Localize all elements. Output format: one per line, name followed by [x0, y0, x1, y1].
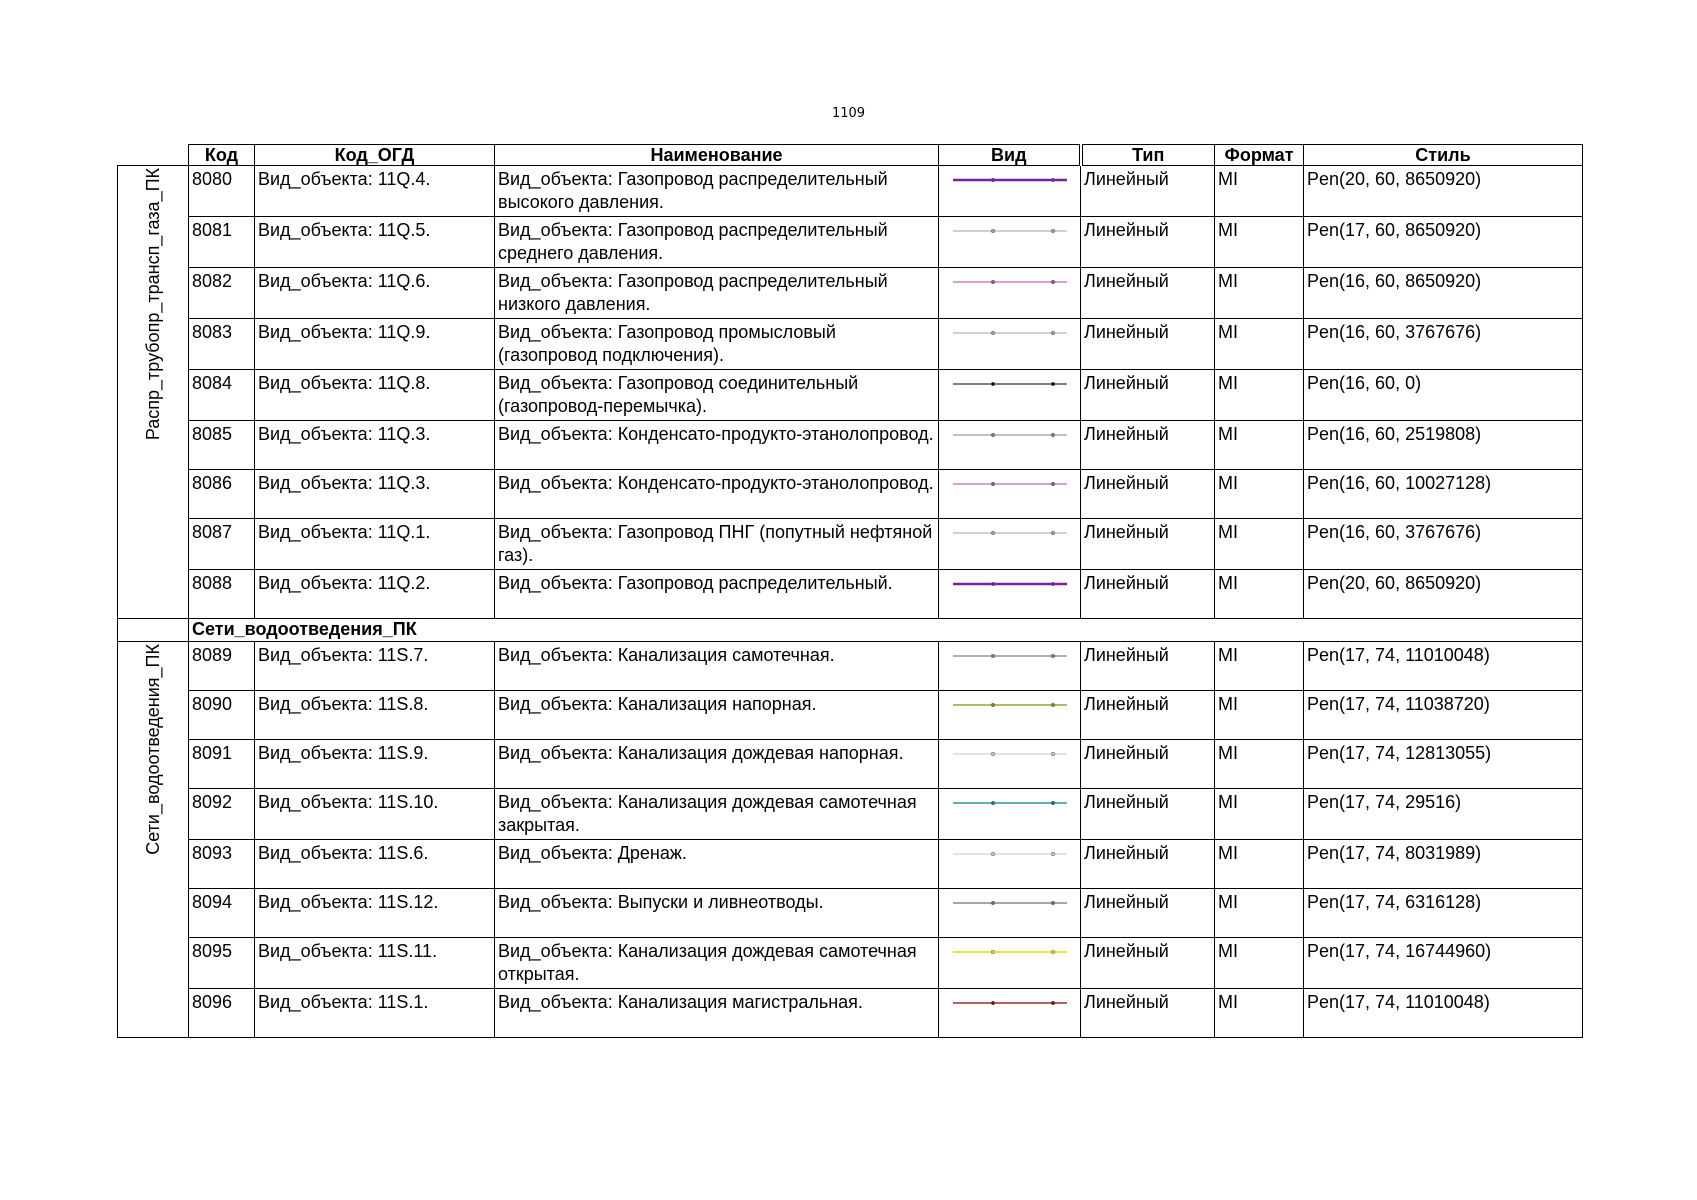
type-cell: Линейный — [1081, 470, 1215, 519]
format-cell: MI — [1215, 166, 1304, 217]
table-row — [118, 268, 1583, 319]
line-style-sample — [949, 521, 1071, 545]
header-blank — [118, 145, 189, 166]
legend-table — [117, 144, 1583, 1038]
code-cell: 8080 — [189, 166, 255, 217]
view-cell — [939, 421, 1081, 470]
style-text-cell: Pen(17, 74, 8031989) — [1304, 840, 1583, 889]
line-sample-marker — [1051, 752, 1055, 756]
group-label-cell — [118, 166, 189, 619]
view-cell — [939, 840, 1081, 889]
table-row — [118, 166, 1583, 217]
style-text-cell: Pen(17, 74, 11010048) — [1304, 989, 1583, 1038]
type-cell: Линейный — [1081, 166, 1215, 217]
format-cell: MI — [1215, 691, 1304, 740]
section-title: Сети_водоотведения_ПК — [189, 619, 1583, 642]
line-style-sample — [949, 472, 1071, 496]
type-cell: Линейный — [1081, 519, 1215, 570]
section-spacer — [118, 619, 189, 642]
line-sample-marker — [1051, 531, 1055, 535]
line-sample-marker — [991, 482, 995, 486]
table-row — [118, 989, 1583, 1038]
code-cell: 8087 — [189, 519, 255, 570]
group-label: Распр_трубопр_трансп_газа_ПК — [143, 168, 163, 441]
line-style-sample — [949, 791, 1071, 815]
type-cell: Линейный — [1081, 570, 1215, 619]
line-sample-marker — [1051, 433, 1055, 437]
line-style-sample — [949, 321, 1071, 345]
section-row — [118, 619, 1583, 642]
code-cell: 8082 — [189, 268, 255, 319]
table-row — [118, 642, 1583, 691]
line-sample-marker — [1051, 229, 1055, 233]
line-sample-marker — [1051, 482, 1055, 486]
name-cell: Вид_объекта: Газопровод распределительный. — [495, 570, 939, 619]
name-cell: Вид_объекта: Выпуски и ливнеотводы. — [495, 889, 939, 938]
code-cell: 8092 — [189, 789, 255, 840]
format-cell: MI — [1215, 889, 1304, 938]
line-sample-marker — [991, 382, 995, 386]
table-row — [118, 217, 1583, 268]
line-sample-marker — [1051, 178, 1055, 182]
name-cell: Вид_объекта: Канализация самотечная. — [495, 642, 939, 691]
format-cell: MI — [1215, 370, 1304, 421]
name-cell: Вид_объекта: Газопровод ПНГ (попутный нефтяной газ). — [495, 519, 939, 570]
name-cell: Вид_объекта: Канализация дождевая напорная. — [495, 740, 939, 789]
name-cell: Вид_объекта: Конденсато-продукто-этанолопровод. — [495, 421, 939, 470]
type-cell: Линейный — [1081, 740, 1215, 789]
ogd-cell: Вид_объекта: 11Q.5. — [255, 217, 495, 268]
name-cell: Вид_объекта: Канализация дождевая самотечная открытая. — [495, 938, 939, 989]
line-sample-marker — [1051, 382, 1055, 386]
view-cell — [939, 789, 1081, 840]
style-text-cell: Pen(16, 60, 2519808) — [1304, 421, 1583, 470]
table-row — [118, 319, 1583, 370]
format-cell: MI — [1215, 789, 1304, 840]
header-format: Формат — [1215, 145, 1304, 166]
line-style-sample — [949, 742, 1071, 766]
table-row — [118, 789, 1583, 840]
header-view: Вид — [939, 145, 1081, 166]
name-cell: Вид_объекта: Газопровод промысловый (газопровод подключения). — [495, 319, 939, 370]
format-cell: MI — [1215, 319, 1304, 370]
name-cell: Вид_объекта: Газопровод распределительный среднего давления. — [495, 217, 939, 268]
table-row — [118, 470, 1583, 519]
line-sample-marker — [1051, 852, 1055, 856]
ogd-cell: Вид_объекта: 11S.8. — [255, 691, 495, 740]
line-style-sample — [949, 891, 1071, 915]
name-cell: Вид_объекта: Канализация напорная. — [495, 691, 939, 740]
line-style-sample — [949, 572, 1071, 596]
ogd-cell: Вид_объекта: 11Q.8. — [255, 370, 495, 421]
format-cell: MI — [1215, 217, 1304, 268]
line-style-sample — [949, 168, 1071, 192]
style-text-cell: Pen(17, 74, 16744960) — [1304, 938, 1583, 989]
name-cell: Вид_объекта: Канализация магистральная. — [495, 989, 939, 1038]
view-cell — [939, 166, 1081, 217]
type-cell: Линейный — [1081, 642, 1215, 691]
ogd-cell: Вид_объекта: 11S.6. — [255, 840, 495, 889]
style-text-cell: Pen(16, 60, 3767676) — [1304, 519, 1583, 570]
style-text-cell: Pen(20, 60, 8650920) — [1304, 570, 1583, 619]
line-style-sample — [949, 372, 1071, 396]
code-cell: 8096 — [189, 989, 255, 1038]
line-style-sample — [949, 940, 1071, 964]
name-cell: Вид_объекта: Канализация дождевая самотечная закрытая. — [495, 789, 939, 840]
code-cell: 8086 — [189, 470, 255, 519]
format-cell: MI — [1215, 268, 1304, 319]
ogd-cell: Вид_объекта: 11Q.3. — [255, 421, 495, 470]
code-cell: 8083 — [189, 319, 255, 370]
line-sample-marker — [1051, 703, 1055, 707]
style-text-cell: Pen(16, 60, 10027128) — [1304, 470, 1583, 519]
type-cell: Линейный — [1081, 789, 1215, 840]
line-sample-marker — [1051, 654, 1055, 658]
format-cell: MI — [1215, 421, 1304, 470]
code-cell: 8090 — [189, 691, 255, 740]
ogd-cell: Вид_объекта: 11Q.2. — [255, 570, 495, 619]
table-body — [118, 166, 1583, 1038]
line-style-sample — [949, 423, 1071, 447]
ogd-cell: Вид_объекта: 11Q.6. — [255, 268, 495, 319]
view-cell — [939, 570, 1081, 619]
table-row — [118, 570, 1583, 619]
format-cell: MI — [1215, 840, 1304, 889]
type-cell: Линейный — [1081, 268, 1215, 319]
view-cell — [939, 217, 1081, 268]
view-cell — [939, 268, 1081, 319]
line-sample-marker — [1051, 801, 1055, 805]
view-cell — [939, 938, 1081, 989]
header-type: Тип — [1081, 145, 1215, 166]
name-cell: Вид_объекта: Газопровод распределительный высокого давления. — [495, 166, 939, 217]
line-sample-marker — [991, 801, 995, 805]
ogd-cell: Вид_объекта: 11Q.9. — [255, 319, 495, 370]
line-sample-marker — [991, 280, 995, 284]
line-sample-marker — [991, 852, 995, 856]
line-style-sample — [949, 644, 1071, 668]
style-text-cell: Pen(17, 60, 8650920) — [1304, 217, 1583, 268]
table-row — [118, 938, 1583, 989]
view-cell — [939, 740, 1081, 789]
view-cell — [939, 519, 1081, 570]
format-cell: MI — [1215, 938, 1304, 989]
line-sample-marker — [991, 901, 995, 905]
line-sample-marker — [991, 654, 995, 658]
line-style-sample — [949, 991, 1071, 1015]
type-cell: Линейный — [1081, 370, 1215, 421]
table-row — [118, 889, 1583, 938]
line-sample-marker — [991, 752, 995, 756]
ogd-cell: Вид_объекта: 11Q.3. — [255, 470, 495, 519]
style-text-cell: Pen(16, 60, 0) — [1304, 370, 1583, 421]
group-label-cell — [118, 642, 189, 1038]
type-cell: Линейный — [1081, 319, 1215, 370]
ogd-cell: Вид_объекта: 11S.7. — [255, 642, 495, 691]
line-sample-marker — [991, 1001, 995, 1005]
type-cell: Линейный — [1081, 889, 1215, 938]
line-style-sample — [949, 219, 1071, 243]
code-cell: 8093 — [189, 840, 255, 889]
format-cell: MI — [1215, 989, 1304, 1038]
code-cell: 8091 — [189, 740, 255, 789]
header-name: Наименование — [495, 145, 939, 166]
style-text-cell: Pen(17, 74, 11038720) — [1304, 691, 1583, 740]
line-sample-marker — [1051, 901, 1055, 905]
line-sample-marker — [991, 331, 995, 335]
line-sample-marker — [991, 229, 995, 233]
name-cell: Вид_объекта: Дренаж. — [495, 840, 939, 889]
group-label: Сети_водоотведения_ПК — [143, 644, 163, 855]
table-row — [118, 519, 1583, 570]
ogd-cell: Вид_объекта: 11S.9. — [255, 740, 495, 789]
code-cell: 8088 — [189, 570, 255, 619]
type-cell: Линейный — [1081, 938, 1215, 989]
code-cell: 8094 — [189, 889, 255, 938]
line-sample-marker — [991, 582, 995, 586]
code-cell: 8085 — [189, 421, 255, 470]
view-cell — [939, 642, 1081, 691]
page-number: 1109 — [831, 106, 866, 121]
style-text-cell: Pen(16, 60, 8650920) — [1304, 268, 1583, 319]
line-sample-marker — [1051, 280, 1055, 284]
name-cell: Вид_объекта: Газопровод распределительный низкого давления. — [495, 268, 939, 319]
line-sample-marker — [1051, 1001, 1055, 1005]
ogd-cell: Вид_объекта: 11S.1. — [255, 989, 495, 1038]
code-cell: 8095 — [189, 938, 255, 989]
line-style-sample — [949, 842, 1071, 866]
line-sample-marker — [991, 433, 995, 437]
table-row — [118, 370, 1583, 421]
style-text-cell: Pen(17, 74, 6316128) — [1304, 889, 1583, 938]
code-cell: 8081 — [189, 217, 255, 268]
code-cell: 8089 — [189, 642, 255, 691]
type-cell: Линейный — [1081, 691, 1215, 740]
header-ogd: Код_ОГД — [255, 145, 495, 166]
style-text-cell: Pen(20, 60, 8650920) — [1304, 166, 1583, 217]
type-cell: Линейный — [1081, 989, 1215, 1038]
code-cell: 8084 — [189, 370, 255, 421]
type-cell: Линейный — [1081, 217, 1215, 268]
view-cell — [939, 370, 1081, 421]
view-cell — [939, 889, 1081, 938]
header-code: Код — [189, 145, 255, 166]
line-sample-marker — [991, 950, 995, 954]
style-text-cell: Pen(17, 74, 11010048) — [1304, 642, 1583, 691]
line-style-sample — [949, 693, 1071, 717]
table-row — [118, 691, 1583, 740]
style-text-cell: Pen(16, 60, 3767676) — [1304, 319, 1583, 370]
header-row — [118, 145, 1583, 166]
format-cell: MI — [1215, 570, 1304, 619]
format-cell: MI — [1215, 470, 1304, 519]
format-cell: MI — [1215, 642, 1304, 691]
format-cell: MI — [1215, 519, 1304, 570]
view-cell — [939, 989, 1081, 1038]
name-cell: Вид_объекта: Конденсато-продукто-этанолопровод. — [495, 470, 939, 519]
format-cell: MI — [1215, 740, 1304, 789]
line-sample-marker — [1051, 331, 1055, 335]
ogd-cell: Вид_объекта: 11Q.4. — [255, 166, 495, 217]
type-cell: Линейный — [1081, 421, 1215, 470]
table-row — [118, 740, 1583, 789]
line-sample-marker — [991, 531, 995, 535]
line-sample-marker — [991, 178, 995, 182]
table-row — [118, 421, 1583, 470]
line-sample-marker — [1051, 582, 1055, 586]
header-style: Стиль — [1304, 145, 1583, 166]
table-row — [118, 840, 1583, 889]
name-cell: Вид_объекта: Газопровод соединительный (газопровод-перемычка). — [495, 370, 939, 421]
ogd-cell: Вид_объекта: 11S.11. — [255, 938, 495, 989]
line-sample-marker — [991, 703, 995, 707]
ogd-cell: Вид_объекта: 11S.12. — [255, 889, 495, 938]
style-text-cell: Pen(17, 74, 12813055) — [1304, 740, 1583, 789]
style-text-cell: Pen(17, 74, 29516) — [1304, 789, 1583, 840]
view-cell — [939, 319, 1081, 370]
type-cell: Линейный — [1081, 840, 1215, 889]
ogd-cell: Вид_объекта: 11Q.1. — [255, 519, 495, 570]
view-cell — [939, 470, 1081, 519]
ogd-cell: Вид_объекта: 11S.10. — [255, 789, 495, 840]
view-cell — [939, 691, 1081, 740]
line-sample-marker — [1051, 950, 1055, 954]
line-style-sample — [949, 270, 1071, 294]
